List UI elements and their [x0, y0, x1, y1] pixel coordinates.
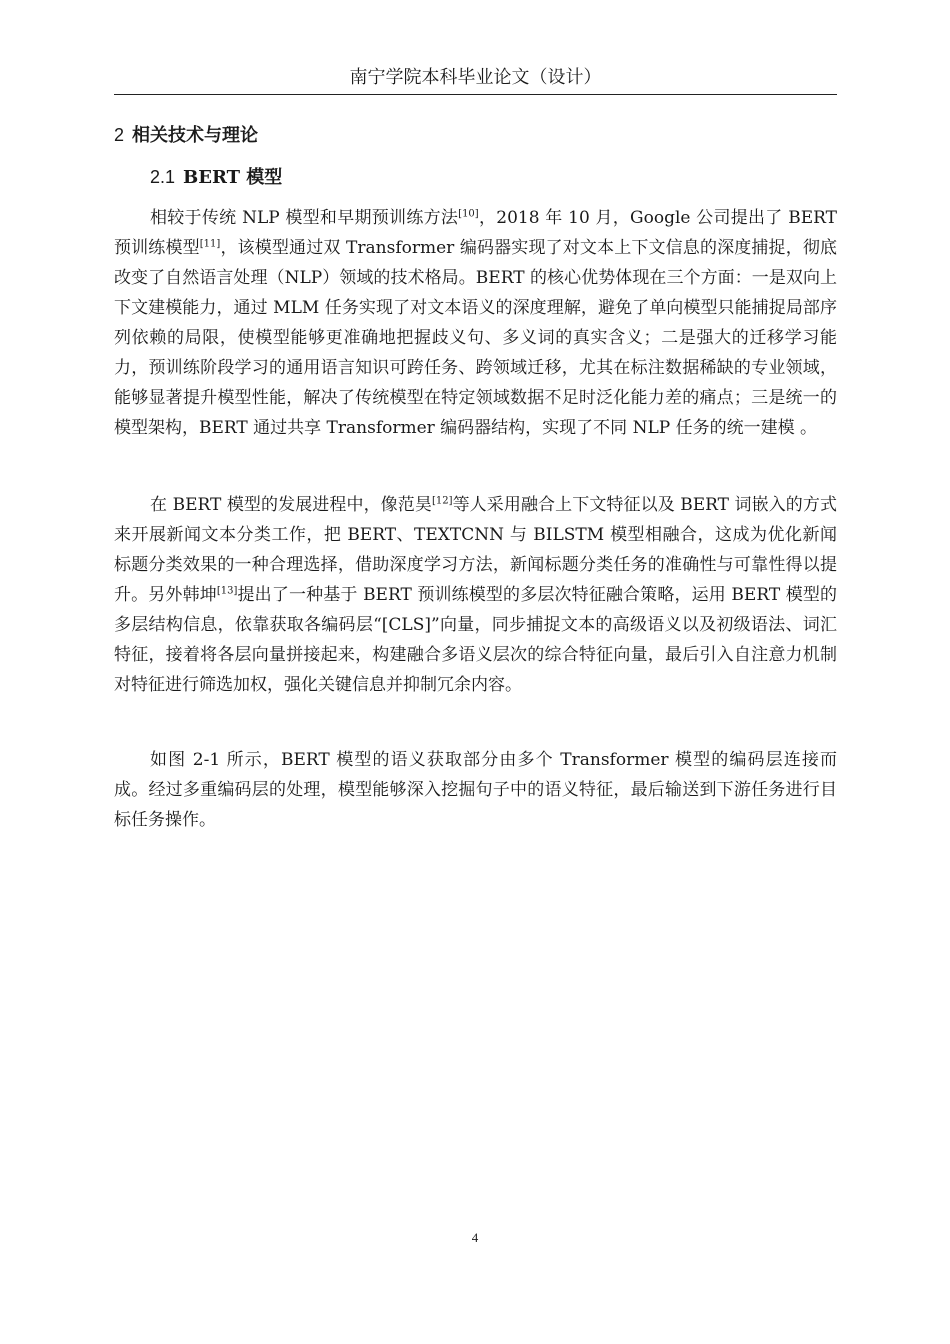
citation-ref: [13]: [216, 585, 238, 597]
paragraph-bert-development: [114, 490, 837, 700]
header-title: 南宁学院本科毕业论文（设计）: [349, 67, 602, 88]
paragraph-text: 在 BERT 模型的发展进程中，像范昊: [150, 495, 432, 515]
paragraph-figure-reference: [114, 745, 837, 835]
paragraph-text: ，该模型通过双 Transformer 编码器实现了对文本上下文信息的深度捕捉，彻底改变了自然语言处理（NLP）领域的技术格局。BERT 的核心优势体现在三个方面：一是双向上下文建模能力，通过 MLM 任务实现了对文本语义的深度理解，避免了单向模型只能捕捉局部序列依赖的局限，使模型能够更准确地把握歧义句、多义词的真实含义；二是强大的迁移学习能力，预训练阶段学习的通用语言知识可跨任务、跨领域迁移，尤其在标注数据稀缺的专业领域，能够显著提升模型性能，解决了传统模型在特定领域数据不足时泛化能力差的痛点；三是统一的模型架构，BERT 通过共享 Transformer 编码器结构，实现了不同 NLP 任务的统一建模 。: [114, 238, 838, 438]
section-heading: [150, 162, 282, 193]
chapter-title: 相关技术与理论: [132, 125, 259, 146]
paragraph-text: 提出了一种基于 BERT 预训练模型的多层次特征融合策略，运用 BERT 模型的多层结构信息，依靠获取各编码层“[CLS]”向量，同步捕捉文本的高级语义以及初级语法、词汇特征，接着将各层向量拼接起来，构建融合多语义层次的综合特征向量，最后引入自注意力机制对特征进行筛选加权，强化关键信息并抑制冗余内容。: [114, 585, 838, 695]
paragraph-bert-overview: [114, 203, 837, 443]
running-header: [114, 62, 837, 95]
paragraph-text: 相较于传统 NLP 模型和早期预训练方法: [150, 208, 459, 228]
chapter-number: 2: [114, 125, 125, 145]
paragraph-text: 等人采用融合上下文特征以及 BERT 词嵌入的方式来开展新闻文本分类工作，把 BERT、TEXTCNN 与 BILSTM 模型相融合，这成为优化新闻标题分类效果的一种合理选择，借助深度学习方法，新闻标题分类任务的准确性与可靠性得以提升。另外韩坤: [114, 495, 837, 605]
section-number: 2.1: [150, 167, 176, 187]
paragraph-text: ，2018 年 10 月，Google 公司提出了 BERT 预训练模型: [114, 208, 837, 258]
section-title: BERT 模型: [183, 167, 283, 188]
citation-ref: [11]: [199, 238, 221, 250]
chapter-heading: [114, 120, 258, 151]
paragraph-text: 如图 2-1 所示，BERT 模型的语义获取部分由多个 Transformer 模型的编码层连接而成。经过多重编码层的处理，模型能够深入挖掘句子中的语义特征，最后输送到下游任务进行目标任务操作。: [114, 750, 837, 830]
citation-ref: [12]: [431, 495, 453, 507]
page-number: 4: [471, 1230, 479, 1245]
citation-ref: [10]: [458, 208, 479, 220]
